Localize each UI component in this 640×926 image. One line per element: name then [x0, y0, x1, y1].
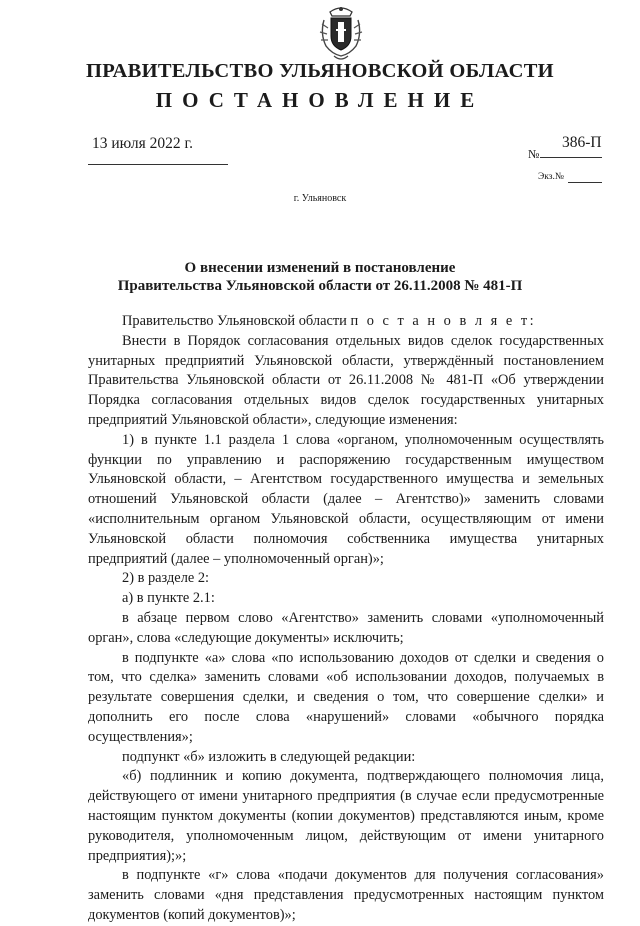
body-paragraph: в подпункте «г» слова «подачи документов для получения согласования» заменить словами «дня представления предусмотренных настоящим пунктом документов (копий документов)»;: [88, 867, 604, 923]
intro-paragraph: [88, 312, 604, 332]
copy-number-label: Экз.№: [538, 172, 564, 182]
body-paragraph: 2) в разделе 2:: [122, 570, 210, 587]
decree-date: 13 июля 2022 г.: [92, 135, 193, 152]
document-title: [100, 259, 540, 295]
body-paragraph: «б) подлинник и копию документа, подтверждающего полномочия лица, действующего от имени унитарного предприятия (в случае если предусмотренные настоящим пунктом документы (копии документов) представляются иным, кроме руководителя, уполномоченным лицом, действующим от имени унитарного предприятия);»;: [88, 768, 604, 864]
body-paragraph: а) в пункте 2.1:: [122, 590, 215, 607]
title-line-1: О внесении изменений в постановление: [184, 260, 456, 276]
body-paragraph: в абзаце первом слово «Агентство» заменить словами «уполномоченный орган», слова «следующие документы» исключить;: [88, 609, 604, 646]
intro-decrees: п о с т а н о в л я е т:: [350, 313, 537, 329]
city: г. Ульяновск: [293, 193, 347, 204]
body-paragraph: в подпункте «а» слова «по использованию доходов от сделки и сведения о том, что сделка» заменить словами «об использовании доходов, получаемых в результате совершения сделки, и сведения о том, что совершение сделки» и дополнить его после слова «нарушений» словами «обычного порядка осуществления»;: [88, 649, 604, 745]
coat-of-arms-icon: [318, 4, 364, 64]
decree-number: 386-П: [562, 134, 602, 151]
number-underline: [540, 157, 602, 158]
intro-text: Правительство Ульяновской области: [122, 313, 351, 329]
date-underline: [88, 164, 228, 165]
body-paragraph: 1) в пункте 1.1 раздела 1 слова «органом, уполномоченным осуществлять функции по управлению и распоряжению государственным имуществом Ульяновской области, – Агентством государственного имущества и земельных отношений Ульяновской области (далее – Агентство)» заменить словами «исполнительным органом Ульяновской области, осуществляющим от имени Ульяновской области полномочия собственника имущества унитарных предприятий (далее – уполномоченный орган)»;: [88, 431, 604, 567]
document-body: [88, 312, 604, 926]
document-type: ПОСТАНОВЛЕНИЕ: [155, 88, 485, 112]
body-paragraph: Внести в Порядок согласования отдельных видов сделок государственных унитарных предприятий Ульяновской области, утверждённый постановлением Правительства Ульяновской области от 26.11.2008 № 481-П «Об утверждении Порядка согласования отдельных видов сделок государственных унитарных предприятий Ульяновской области», следующие изменения:: [88, 332, 604, 428]
number-label: №: [528, 147, 540, 161]
title-line-2: Правительства Ульяновской области от 26.11.2008 № 481-П: [117, 278, 523, 294]
government-title: ПРАВИТЕЛЬСТВО УЛЬЯНОВСКОЙ ОБЛАСТИ: [86, 60, 554, 82]
body-paragraph: подпункт «б» изложить в следующей редакции:: [122, 748, 416, 765]
copy-number-underline: [568, 182, 602, 183]
